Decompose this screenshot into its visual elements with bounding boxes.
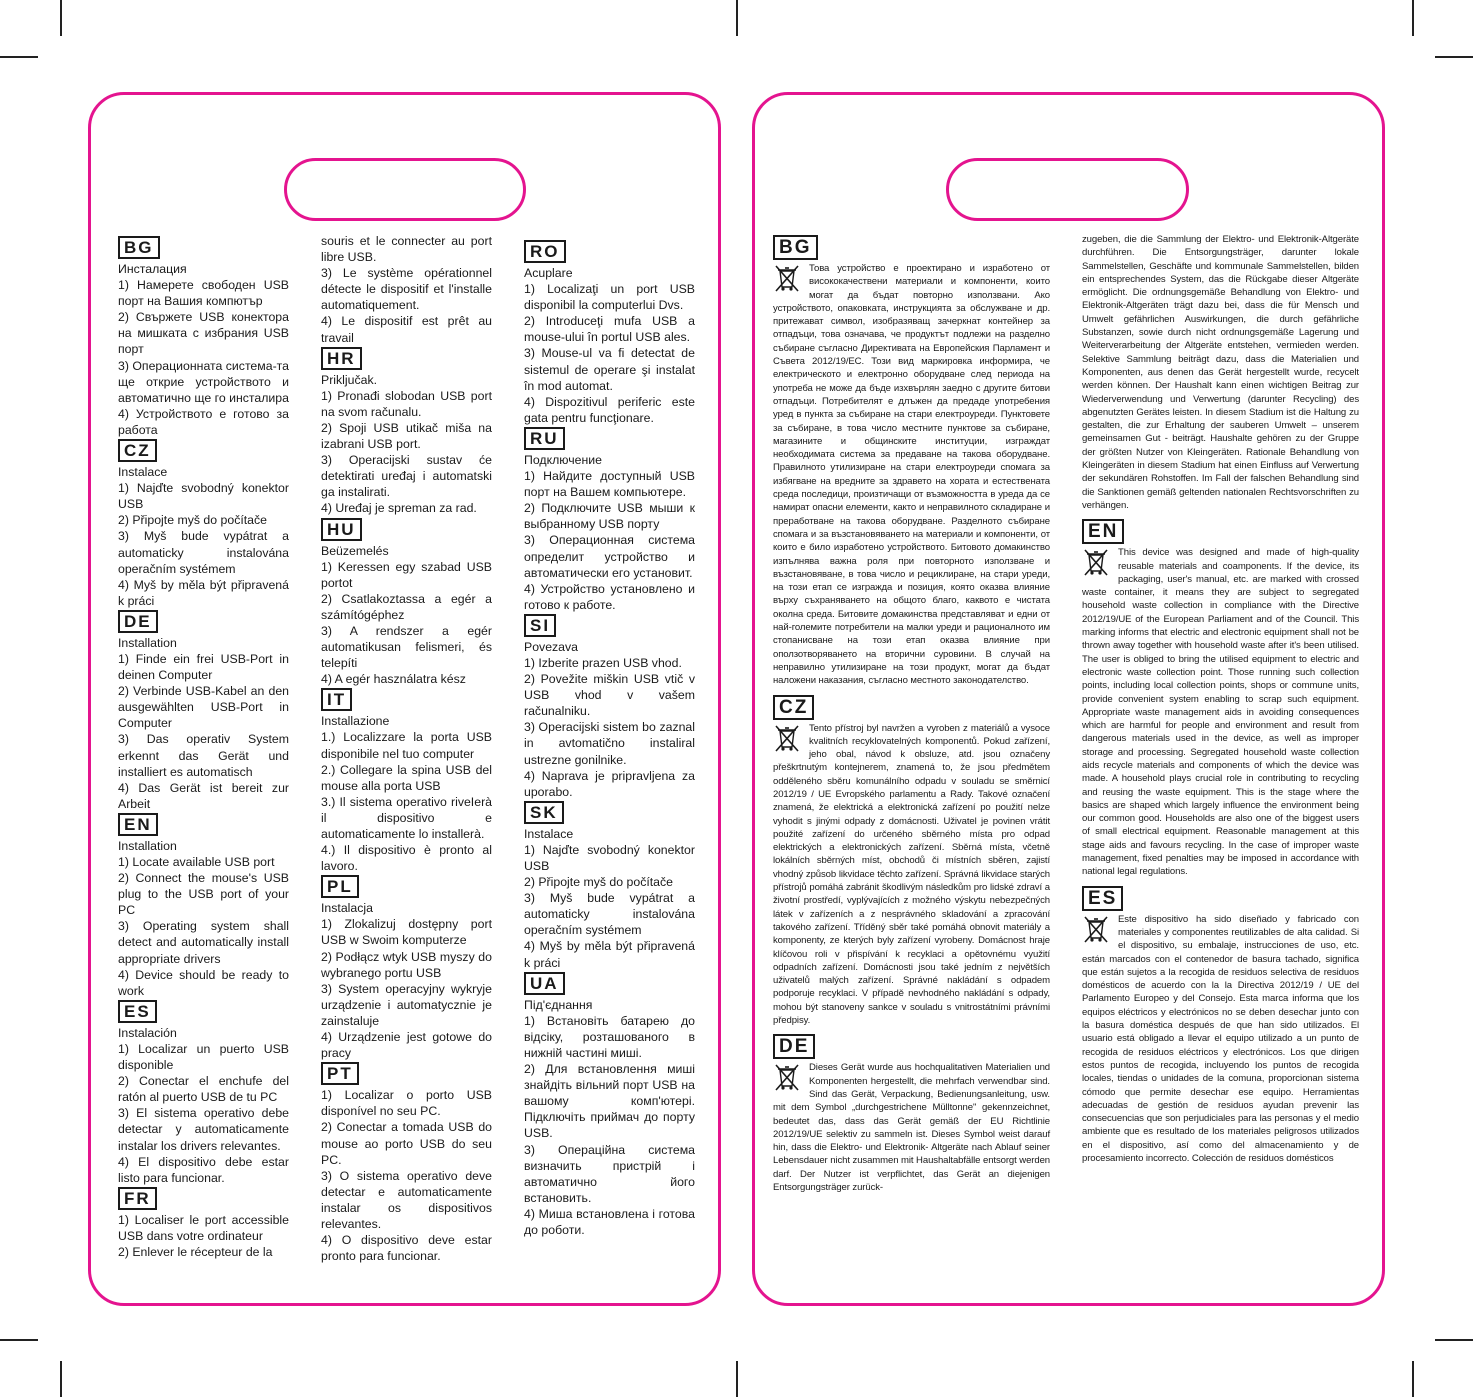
- section-heading: Instalación: [118, 1025, 177, 1040]
- disposal-notice-text: [1082, 233, 1359, 512]
- section-heading: Installazione: [321, 714, 390, 729]
- instruction-step: 3) Myš bude vypátrat a automaticky instalována operačním systémem: [524, 891, 695, 938]
- instruction-step: 3.) Il sistema operativo riveIerà il dispositivo e automaticamente lo installerà.: [321, 794, 492, 841]
- instruction-step: 2) Csatlakoztassa a egér a számítógéphez: [321, 591, 492, 622]
- left-column-2: [321, 233, 492, 1264]
- instruction-step: 3) Operacijski sistem bo zaznal in avtomatično instaliral ustrezne gonilnike.: [524, 720, 695, 767]
- disposal-notice-body: Това устройство е проектирано и изработено от висококачествени материали и компоненти, които могат да бъдат повторно използвани. Ако устройството, опаковката, инструкцията за обслужване и др. притежават символ, изобразяващ зачеркнат контейнер за отпадъци, това означава, че продуктът подлежи на разделно събиране съгласно Директивата на Европейския Парламент и Съвета 2012/19/ЕС. Този вид маркировка информира, че електрическото и електронно оборудване след периода на употреба не може да бъде изхвърлян заедно с другите битови отпадъци. Потребителят е длъжен да предаде употребения уред в пункта за събиране на стари електроуреди. Пунктовете за събиране, в това число местните пунктове за събиране, магазините и общинските институции, изграждат необходимата система за предаване на такова оборудване. Правилното утилизиране на стари електроуреди спомага за избягване на вредните за здравето на хората и естествената среда последици, произтичащи от възможността в уреда да се намират опасни елементи, както и неправилното складиране и преработване на такова оборудване. Разделното събиране спомага и за възстановяването на материали и компоненти, от които е било изработено устройството. Битовото домакинство изпълнява важна роля при повторното използване и възстановяване, в това число и рециклиране, на стари уреди, на този етап се изгражда и позиция, която оказва влияние върху съхраняването на общото благо, каквото е чистата околна среда. Битовите домакинства представляват и едни от най-големите потребители на малки уреди и рационалното им стопанисване на този етап оказва влияние при оползотворяването на вторични суровини. В случай на неправилно утилизиране на този продукт, могат да бъдат наложени наказания, съгласно местното законодателство.: [773, 263, 1050, 687]
- language-code-badge: UA: [524, 972, 565, 995]
- instruction-step: 4) A egér használatra kész: [321, 672, 466, 687]
- instruction-step: 2) Introduceţi mufa USB a mouse-ului în portul USB ales.: [524, 314, 695, 345]
- section-heading: Під'єднання: [524, 997, 593, 1012]
- crop-mark: [736, 1361, 738, 1397]
- instruction-step: 2) Свържете USB конектора на мишката с избрания USB порт: [118, 310, 289, 357]
- instruction-step: 4) Myš by měla být připravená k práci: [524, 939, 695, 970]
- disposal-notice-body: zugeben, die die Sammlung der Elektro- und Elektronik-Altgeräte durchführen. Die Entsorgungsträger, darunter lokale Sammelstellen, Geschäfte und kommunale Sammelstellen, bilden ein entsprechendes System, das die Rückgabe dieser Altgeräte ermöglicht. Die ordnungsgemäße Behandlung von Elektro- und Elektronik-Altgeräten trägt dazu bei, dass die für Mensch und Umwelt gefährlichen Auswirkungen, die durch gefährliche Substanzen, sowie durch nicht ordnungsgemäße Lagerung und Weiterverarbeitung der Altgeräte entstehen, vermieden werden. Selektive Sammlung beiträgt dazu, dass die Materialien und Komponenten, aus denen das Gerät hergestellt wurde, recycelt werden können. Der Haushalt kann einen wichtigen Beitrag zur Wiederverwendung und Verwertung (darunter Recycling) des abgenutzten Gerätes leisten. In diesem Stadium ist die Haltung zu gestalten, die zur Erhaltung der sauberen Umwelt – unserem gemeinsamen Gut - beiträgt. Haushalte gehören zu der Gruppe der größten Nutzer von Kleingeräten. Rationale Behandlung von Kleingeräten in diesem Stadium hat einen Einfluss auf Verwertung der sekundären Rohstoffen. Im Fall der falschen Behandlung sind die Sanktionen gemäß geltenden nationalen Rechtsvorschriften zu verhängen.: [1082, 234, 1359, 511]
- instruction-step: 2) Подключите USB мыши к выбранному USB порту: [524, 501, 695, 532]
- language-code-badge: HU: [321, 518, 362, 541]
- crossed-out-wheelie-bin-icon: [773, 1062, 801, 1092]
- left-column-3: [524, 239, 695, 1238]
- section-heading: Instalace: [118, 465, 168, 480]
- left-column-1: [118, 235, 289, 1260]
- instruction-step: 1) Встановіть батарею до відсіку, розташованого в нижній частині миші.: [524, 1013, 695, 1060]
- instruction-step: 4) O dispositivo deve estar pronto para funcionar.: [321, 1233, 492, 1264]
- instruction-step: 1) Finde ein frei USB-Port in deinen Computer: [118, 651, 289, 683]
- language-code-badge: BG: [118, 236, 160, 259]
- instruction-step: 4.) Il dispositivo è pronto al lavoro.: [321, 843, 492, 874]
- instruction-step: 2) Для встановлення миші знайдіть вільний порт USB на вашому комп'ютері. Підключіть приймач до порту USB.: [524, 1062, 695, 1141]
- right-hang-hole: [946, 158, 1189, 221]
- instruction-step: 4) Le dispositif est prêt au travail: [321, 314, 492, 345]
- instruction-step: 2) Enlever le récepteur de la: [118, 1244, 273, 1259]
- crop-mark: [1412, 0, 1414, 36]
- instruction-step: 2) Spoji USB utikač miša na izabrani USB port.: [321, 420, 492, 452]
- language-code-badge: SK: [524, 801, 564, 824]
- disposal-notice-body: This device was designed and made of high-quality reusable materials and coamponents. If the device, its packaging, user's manual, etc. are marked with crossed waste container, it means they are subject to segregated household waste collection in compliance with the Directive 2012/19/UE of the European Parliament and of the Council. This marking informs that electric and electronic equipment shall not be thrown away together with household waste after it's been utilised. The user is obliged to bring the utilised equipment to electric and electronic waste collection point. Those running such collection points, including local collection points, shops or commune units, provide convenient system enabling to scrap such equipment. Appropriate waste management aids in avoiding consequences which are harmful for people and environment and result from dangerous materials used in the device, as well as improper storage and processing. Segregated household waste collection aids recycle materials and components of which the device was made. A household plays crucial role in contributing to recycling and reusing the waste equipment. This is the stage where the basics are shaped which largely influence the environment being our common good. Households are also one of the biggest users of small electrical equipment. Reasonable management at this stage aids and favours recycling. In the case of improper waste management, fixed penalties may be imposed in accordance with national legal regulations.: [1082, 547, 1359, 878]
- language-code-badge: CZ: [773, 695, 814, 720]
- instruction-step: 3) El sistema operativo debe detectar y automaticamente instalar los drivers relevantes.: [118, 1106, 289, 1153]
- disposal-notice-block: [773, 234, 1050, 688]
- instruction-step: 3) Das operativ System erkennt das Gerät und installiert es automatisch: [118, 732, 289, 779]
- instruction-step: 2) Připojte myš do počítače: [524, 875, 673, 890]
- language-code-badge: FR: [118, 1187, 157, 1210]
- disposal-notice-block: [1082, 518, 1359, 878]
- instruction-step: 1) Localizar un puerto USB disponible: [118, 1041, 289, 1073]
- language-code-badge: PT: [321, 1062, 359, 1085]
- language-code-badge: DE: [773, 1034, 815, 1059]
- instruction-step: 1) Locate available USB port: [118, 855, 275, 869]
- language-code-badge: PL: [321, 875, 359, 898]
- crop-mark: [1435, 1339, 1473, 1341]
- disposal-notice-text: [1082, 546, 1359, 878]
- crop-mark: [60, 1361, 62, 1397]
- instruction-step: 1) Localizar o porto USB disponível no seu PC.: [321, 1088, 492, 1119]
- disposal-notice-block: [1082, 885, 1359, 1166]
- instruction-step: 1) Pronađi slobodan USB port na svom računalu.: [321, 388, 492, 419]
- disposal-notice-body: Tento přístroj byl navržen a vyroben z materiálů a vysoce kvalitních recyklovatelných komponentů. Pokud zařízení, jeho obal, návod k obsluze, atd. jsou označeny přeškrtnutým kontejnerem, znamená to, že jsou předmětem odděleného sběru komunálního odpadu v souladu se směrnicí 2012/19 / UE Evropského parlamentu a Rady. Takové označení znamená, že elektrická a elektronická zařízení po použití nelze vyhodit s jinými odpady z domácnosti. Uživatel je povinen vrátit použité zařízení do určeného sběrného místa pro odpad elektrických a elektronických zařízení. Sběrná místa, včetně lokálních sběrných míst, obchodů či místních sběren, zajistí vhodný způsob likvidace těchto zařízení. Správná likvidace starých přístrojů pomáhá zabránit škodlivým následkům pro lidské zdraví a životní prostředí, vyplývajících z možného výskytu nebezpečných látek v zařízeních a z nesprávného skladování a zpracování takového zařízení. Tříděný sběr také pomáhá obnovit materiály a komponenty, ze kterých byly zařízení vyrobeny. Domácnost hraje klíčovou roli v přispívání k recyklaci a opětovnému využití odpadních zařízení. Domácnosti jsou také jedním z největších uživatelů malých zařízení. Správné nakládání s odpadem podporuje recyklaci. V případě nevhodného nakládání s odpady, mohou být stanoveny sankce v souladu s vnitrostátními právními předpisy.: [773, 722, 1050, 1027]
- disposal-notice-block: [1082, 233, 1359, 512]
- disposal-notice-body: Dieses Gerät wurde aus hochqualitativen Materialien und Komponenten hergestellt, die mehrfach verwendbar sind. Sind das Gerät, Verpackung, Bedienungsanleitung, usw. mit dem Symbol „durchgestrichene Mülltonne" gekennzeichnet, bedeutet das, dass das Gerät gemäß der EU Richtlinie 2012/19/UE selektiv zu sammeln ist. Dieses Symbol weist darauf hin, dass die Elektro- und Elektronik- Altgeräte nach Ablauf seiner Lebensdauer nicht zusammen mit Haushaltabfälle entsorgt werden darf. Der Nutzer ist verpflichtet, das Gerät an diejenigen Entsorgungsträger zurück-: [773, 1062, 1050, 1193]
- instruction-step: 3) Операционная система определит устройство и автоматически его установит.: [524, 533, 695, 580]
- instruction-step: 3) Operacijski sustav će detektirati uređaj i automatski ga instalirati.: [321, 453, 492, 500]
- instruction-step: souris et le connecter au port libre USB.: [321, 234, 492, 265]
- language-code-badge: ES: [1082, 886, 1123, 911]
- section-heading: Instalace: [524, 826, 574, 841]
- section-heading: Installation: [118, 635, 177, 650]
- disposal-notice-text: [773, 722, 1050, 1028]
- instruction-step: 1) Keressen egy szabad USB portot: [321, 559, 492, 590]
- section-heading: Installation: [118, 838, 177, 853]
- instruction-step: 2) Verbinde USB-Kabel an den ausgewählten USB-Port in Computer: [118, 684, 289, 731]
- language-code-badge: DE: [118, 610, 158, 633]
- disposal-notice-body: Este dispositivo ha sido diseñado y fabricado con materiales y componentes reutilizables de alta calidad. Si el dispositivo, su embalaje, instrucciones de uso, etc. están marcados con el contenedor de basura tachado, significa que están sujetos a la recogida de residuos selectiva de residuos domésticos de acuerdo con la la Directiva 2012/19 / UE del Parlamento Europeo y del Consejo. Esta marca informa que los equipos eléctricos y electrónicos no se deben desechar junto con la basura doméstica después de que han sido utilizados. El usuario está obligado a llevar el equipo utilizado a un punto de recogida de residuos eléctricos y electrónicos. Los que dirigen estos puntos de recogida, incluyendo los puntos de recogida locales, tiendas o unidades de la comuna, proporcionan sistema cómodo que permite desechar ese equipo. Herramientas adecuadas de gestión de residuos ayudan prevenir las consecuencias que son perjudiciales para las personas y el medio ambiente que es resultado de los materiales peligrosos utilizados en el dispositivo, así como del almacenamiento y de procesamiento incorrecto. Colección de residuos domésticos: [1082, 913, 1359, 1164]
- section-heading: Acuplare: [524, 266, 573, 280]
- instruction-step: 3) Mouse-ul va fi detectat de sistemul de operare şi instalat în mod automat.: [524, 346, 695, 393]
- instruction-step: 4) Myš by měla být připravená k práci: [118, 577, 289, 608]
- instruction-step: 3) Операційна система визначить пристрій і автоматично його встановить.: [524, 1142, 695, 1205]
- crop-mark: [0, 56, 38, 58]
- language-code-badge: HR: [321, 347, 362, 370]
- instruction-step: 4) Das Gerät ist bereit zur Arbeit: [118, 780, 289, 811]
- crop-mark: [60, 0, 62, 36]
- crossed-out-wheelie-bin-icon: [773, 723, 801, 753]
- instruction-step: 2) Připojte myš do počítače: [118, 513, 267, 528]
- language-code-badge: EN: [118, 813, 158, 836]
- disposal-notice-text: [773, 1061, 1050, 1194]
- crossed-out-wheelie-bin-icon: [773, 263, 801, 293]
- instruction-step: 2) Povežite miškin USB vtič v USB vhod v vašem računalniku.: [524, 672, 695, 719]
- right-column-2: [1082, 233, 1359, 1171]
- crop-mark: [1412, 1361, 1414, 1397]
- instruction-step: 3) Myš bude vypátrat a automaticky instalována operačním systémem: [118, 529, 289, 576]
- instruction-step: 1) Najďte svobodný konektor USB: [118, 481, 289, 512]
- language-code-badge: SI: [524, 614, 556, 637]
- instruction-step: 1) Najďte svobodný konektor USB: [524, 842, 695, 873]
- section-heading: Инсталация: [118, 262, 187, 276]
- instruction-step: 1) Намерете свободен USB порт на Вашия компютър: [118, 278, 289, 309]
- disposal-notice-block: [773, 1033, 1050, 1194]
- section-heading: Povezava: [524, 639, 579, 654]
- language-code-badge: ES: [118, 1000, 157, 1023]
- instruction-step: 3) Le système opérationnel détecte le dispositif et l'installe automatiquement.: [321, 266, 492, 313]
- language-code-badge: CZ: [118, 439, 157, 462]
- instruction-step: 4) El dispositivo debe estar listo para funcionar.: [118, 1154, 289, 1185]
- instruction-step: 4) Dispozitivul periferic este gata pentru funcţionare.: [524, 394, 695, 425]
- instruction-step: 3) Операционната система-та ще открие устройството и автоматично ще го инсталира: [118, 358, 289, 405]
- instruction-step: 4) Urządzenie jest gotowe do pracy: [321, 1030, 492, 1061]
- instruction-step: 3) Operating system shall detect and automatically install appropriate drivers: [118, 919, 289, 966]
- instruction-step: 4) Device should be ready to work: [118, 967, 289, 998]
- instruction-step: 2) Conectar el enchufe del ratón al puerto USB de tu PC: [118, 1074, 289, 1105]
- instruction-step: 3) A rendszer a egér automatikusan felismeri, és telepíti: [321, 623, 492, 671]
- instruction-step: 1) Zlokalizuj dostępny port USB w Swoim komputerze: [321, 917, 492, 948]
- instruction-step: 1) Izberite prazen USB vhod.: [524, 655, 682, 670]
- section-heading: Подключение: [524, 452, 602, 467]
- instruction-step: 3) O sistema operativo deve detectar e automaticamente instalar os dispositivos relevantes.: [321, 1168, 492, 1231]
- language-code-badge: RU: [524, 427, 565, 450]
- instruction-step: 2) Conectar a tomada USB do mouse ao porto USB do seu PC.: [321, 1120, 492, 1167]
- crossed-out-wheelie-bin-icon: [1082, 547, 1110, 577]
- instruction-step: 2) Podłącz wtyk USB myszy do wybranego portu USB: [321, 949, 492, 980]
- instruction-step: 2.) Collegare la spina USB del mouse alla porta USB: [321, 762, 492, 793]
- section-heading: Priključak.: [321, 372, 378, 387]
- instruction-step: 1.) Localizzare la porta USB disponibile nel tuo computer: [321, 730, 492, 761]
- crop-mark: [0, 1339, 38, 1341]
- left-hang-hole: [284, 158, 526, 221]
- instruction-step: 1) Найдите доступный USB порт на Вашем компьютере.: [524, 469, 695, 500]
- instruction-step: 2) Connect the mouse's USB plug to the USB port of your PC: [118, 871, 289, 918]
- crop-mark: [736, 0, 738, 36]
- instruction-step: 1) Localizaţi un port USB disponibil la computerlui Dvs.: [524, 282, 695, 313]
- instruction-step: 4) Миша встановлена і готова до роботи.: [524, 1206, 695, 1237]
- instruction-step: 4) Uređaj je spreman za rad.: [321, 501, 477, 516]
- language-code-badge: BG: [773, 235, 818, 260]
- crop-mark: [1435, 56, 1473, 58]
- instruction-step: 4) Naprava je pripravljena za uporabo.: [524, 768, 695, 799]
- instruction-step: 4) Устройството е готово за работа: [118, 406, 289, 437]
- instruction-step: 1) Localiser le port accessible USB dans votre ordinateur: [118, 1212, 289, 1243]
- language-code-badge: RO: [524, 240, 566, 263]
- instruction-step: 3) System operacyjny wykryje urządzenie i automatycznie je zainstaluje: [321, 981, 492, 1028]
- disposal-notice-text: [1082, 913, 1359, 1166]
- language-code-badge: EN: [1082, 519, 1124, 544]
- right-column-1: [773, 234, 1050, 1200]
- disposal-notice-block: [773, 694, 1050, 1028]
- language-code-badge: IT: [321, 688, 352, 711]
- crossed-out-wheelie-bin-icon: [1082, 914, 1110, 944]
- disposal-notice-text: [773, 262, 1050, 688]
- section-heading: Beüzemelés: [321, 543, 389, 558]
- section-heading: Instalacja: [321, 901, 373, 916]
- instruction-step: 4) Устройство установлено и готово к работе.: [524, 581, 695, 612]
